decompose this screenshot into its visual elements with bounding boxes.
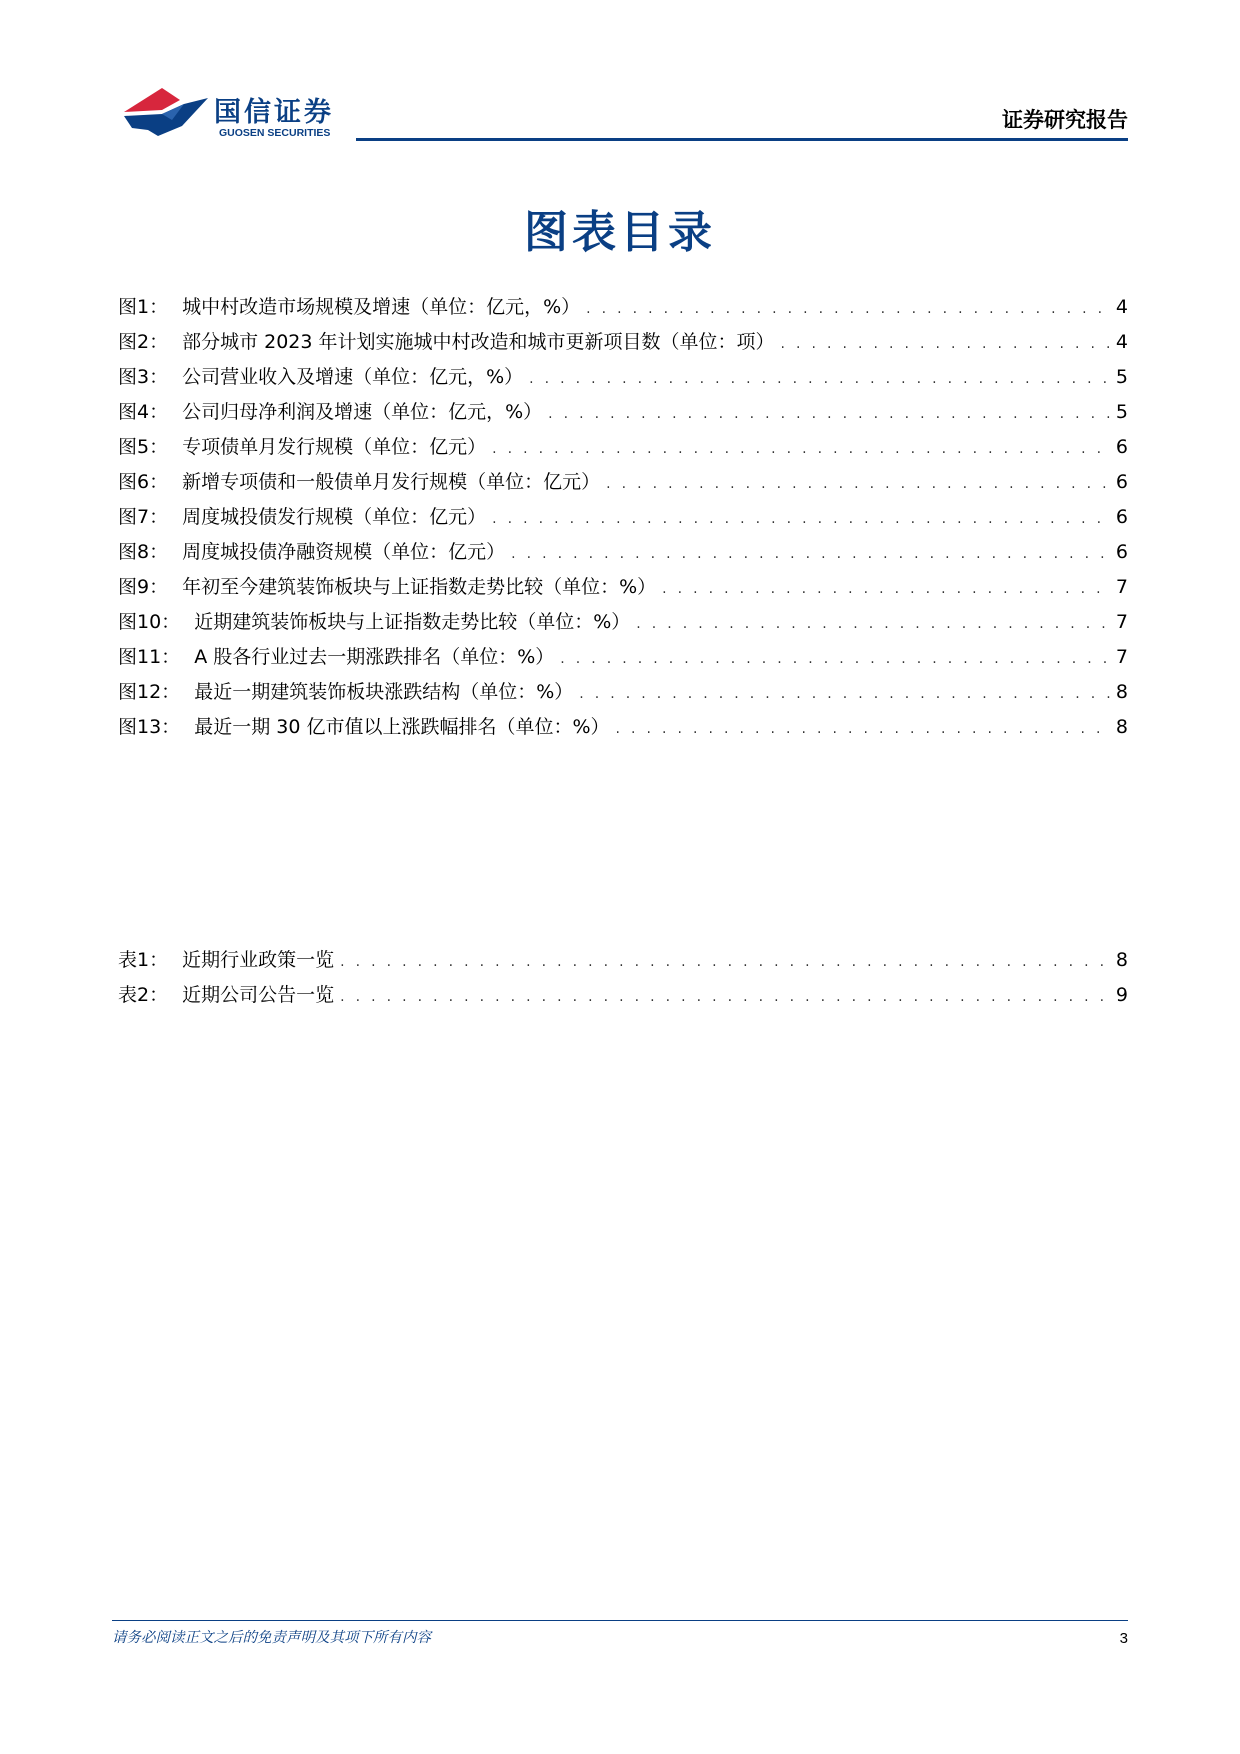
- toc-leader-dots: [586, 301, 1110, 317]
- toc-page-number: 7: [1115, 611, 1128, 633]
- toc-number: 图12：: [118, 681, 181, 703]
- toc-page-number: 7: [1115, 646, 1128, 668]
- toc-label: 公司归母净利润及增速（单位：亿元，%）: [182, 401, 543, 423]
- toc-entry-figure-5[interactable]: [118, 432, 1128, 467]
- toc-entry-figure-9[interactable]: [118, 572, 1128, 607]
- toc-number: 图6：: [118, 471, 169, 493]
- toc-number: 图2：: [118, 331, 169, 353]
- header-divider: [356, 138, 1128, 141]
- toc-label: 公司营业收入及增速（单位：亿元，%）: [182, 366, 524, 388]
- toc-label: 最近一期建筑装饰板块涨跌结构（单位：%）: [194, 681, 574, 703]
- toc-label: 部分城市 2023 年计划实施城中村改造和城市更新项目数（单位：项）: [182, 331, 775, 353]
- toc-page-number: 9: [1115, 984, 1128, 1006]
- toc-entry-figure-12[interactable]: [118, 677, 1128, 712]
- toc-page-number: 4: [1115, 296, 1128, 318]
- toc-leader-dots: [548, 406, 1110, 422]
- logo-text-cn: 国信证券: [214, 97, 334, 128]
- toc-page-number: 6: [1115, 541, 1128, 563]
- toc-page-number: 6: [1115, 506, 1128, 528]
- toc-number: 图1：: [118, 296, 169, 318]
- toc-number: 图5：: [118, 436, 169, 458]
- toc-leader-dots: [511, 546, 1110, 562]
- toc-number: 图11：: [118, 646, 181, 668]
- toc-page-number: 5: [1115, 366, 1128, 388]
- footer-divider: [112, 1620, 1128, 1621]
- toc-page-number: 6: [1115, 436, 1128, 458]
- toc-entry-figure-10[interactable]: [118, 607, 1128, 642]
- guosen-logo: [122, 86, 362, 146]
- page-header: [0, 0, 1240, 150]
- table-list: [118, 945, 1128, 1015]
- toc-leader-dots: [529, 371, 1110, 387]
- toc-number: 图7：: [118, 506, 169, 528]
- logo-text-en: GUOSEN SECURITIES: [219, 127, 331, 139]
- toc-label: A 股各行业过去一期涨跌排名（单位：%）: [194, 646, 555, 668]
- toc-entry-figure-8[interactable]: [118, 537, 1128, 572]
- toc-entry-figure-6[interactable]: [118, 467, 1128, 502]
- footer-disclaimer: 请务必阅读正文之后的免责声明及其项下所有内容: [112, 1630, 431, 1646]
- toc-leader-dots: [606, 476, 1110, 492]
- toc-page-number: 8: [1115, 949, 1128, 971]
- toc-leader-dots: [340, 954, 1110, 970]
- toc-page-number: 8: [1115, 681, 1128, 703]
- toc-entry-table-1[interactable]: [118, 945, 1128, 980]
- toc-label: 近期公司公告一览: [182, 984, 335, 1006]
- toc-entry-figure-4[interactable]: [118, 397, 1128, 432]
- toc-label: 最近一期 30 亿市值以上涨跌幅排名（单位：%）: [194, 716, 610, 738]
- toc-number: 图3：: [118, 366, 169, 388]
- toc-label: 近期建筑装饰板块与上证指数走势比较（单位：%）: [194, 611, 631, 633]
- toc-label: 专项债单月发行规模（单位：亿元）: [182, 436, 487, 458]
- toc-number: 图13：: [118, 716, 181, 738]
- toc-leader-dots: [781, 336, 1110, 352]
- toc-page-number: 8: [1115, 716, 1128, 738]
- toc-page-number: 6: [1115, 471, 1128, 493]
- toc-entry-figure-11[interactable]: [118, 642, 1128, 677]
- toc-label: 新增专项债和一般债单月发行规模（单位：亿元）: [182, 471, 601, 493]
- toc-number: 图4：: [118, 401, 169, 423]
- toc-entry-figure-2[interactable]: [118, 327, 1128, 362]
- toc-label: 周度城投债净融资规模（单位：亿元）: [182, 541, 506, 563]
- toc-leader-dots: [492, 511, 1110, 527]
- toc-entry-figure-7[interactable]: [118, 502, 1128, 537]
- toc-leader-dots: [636, 616, 1110, 632]
- guosen-logo-mark-icon: [122, 86, 210, 144]
- toc-page-number: 5: [1115, 401, 1128, 423]
- figure-list: [118, 292, 1128, 747]
- toc-number: 图10：: [118, 611, 181, 633]
- toc-entry-figure-1[interactable]: [118, 292, 1128, 327]
- toc-leader-dots: [560, 651, 1110, 667]
- page-number: 3: [1119, 1630, 1128, 1647]
- toc-entry-table-2[interactable]: [118, 980, 1128, 1015]
- toc-entry-figure-3[interactable]: [118, 362, 1128, 397]
- toc-entry-figure-13[interactable]: [118, 712, 1128, 747]
- toc-leader-dots: [340, 989, 1110, 1005]
- toc-number: 图9：: [118, 576, 169, 598]
- toc-leader-dots: [616, 721, 1110, 737]
- toc-page-number: 4: [1115, 331, 1128, 353]
- toc-label: 年初至今建筑装饰板块与上证指数走势比较（单位：%）: [182, 576, 657, 598]
- toc-leader-dots: [579, 686, 1110, 702]
- toc-label: 城中村改造市场规模及增速（单位：亿元，%）: [182, 296, 581, 318]
- toc-label: 近期行业政策一览: [182, 949, 335, 971]
- toc-number: 图8：: [118, 541, 169, 563]
- page-title: 图表目录: [524, 207, 716, 258]
- toc-leader-dots: [662, 581, 1110, 597]
- toc-number: 表1：: [118, 949, 169, 971]
- toc-label: 周度城投债发行规模（单位：亿元）: [182, 506, 487, 528]
- toc-number: 表2：: [118, 984, 169, 1006]
- toc-page-number: 7: [1115, 576, 1128, 598]
- report-type-label: 证券研究报告: [1002, 108, 1128, 132]
- toc-leader-dots: [492, 441, 1110, 457]
